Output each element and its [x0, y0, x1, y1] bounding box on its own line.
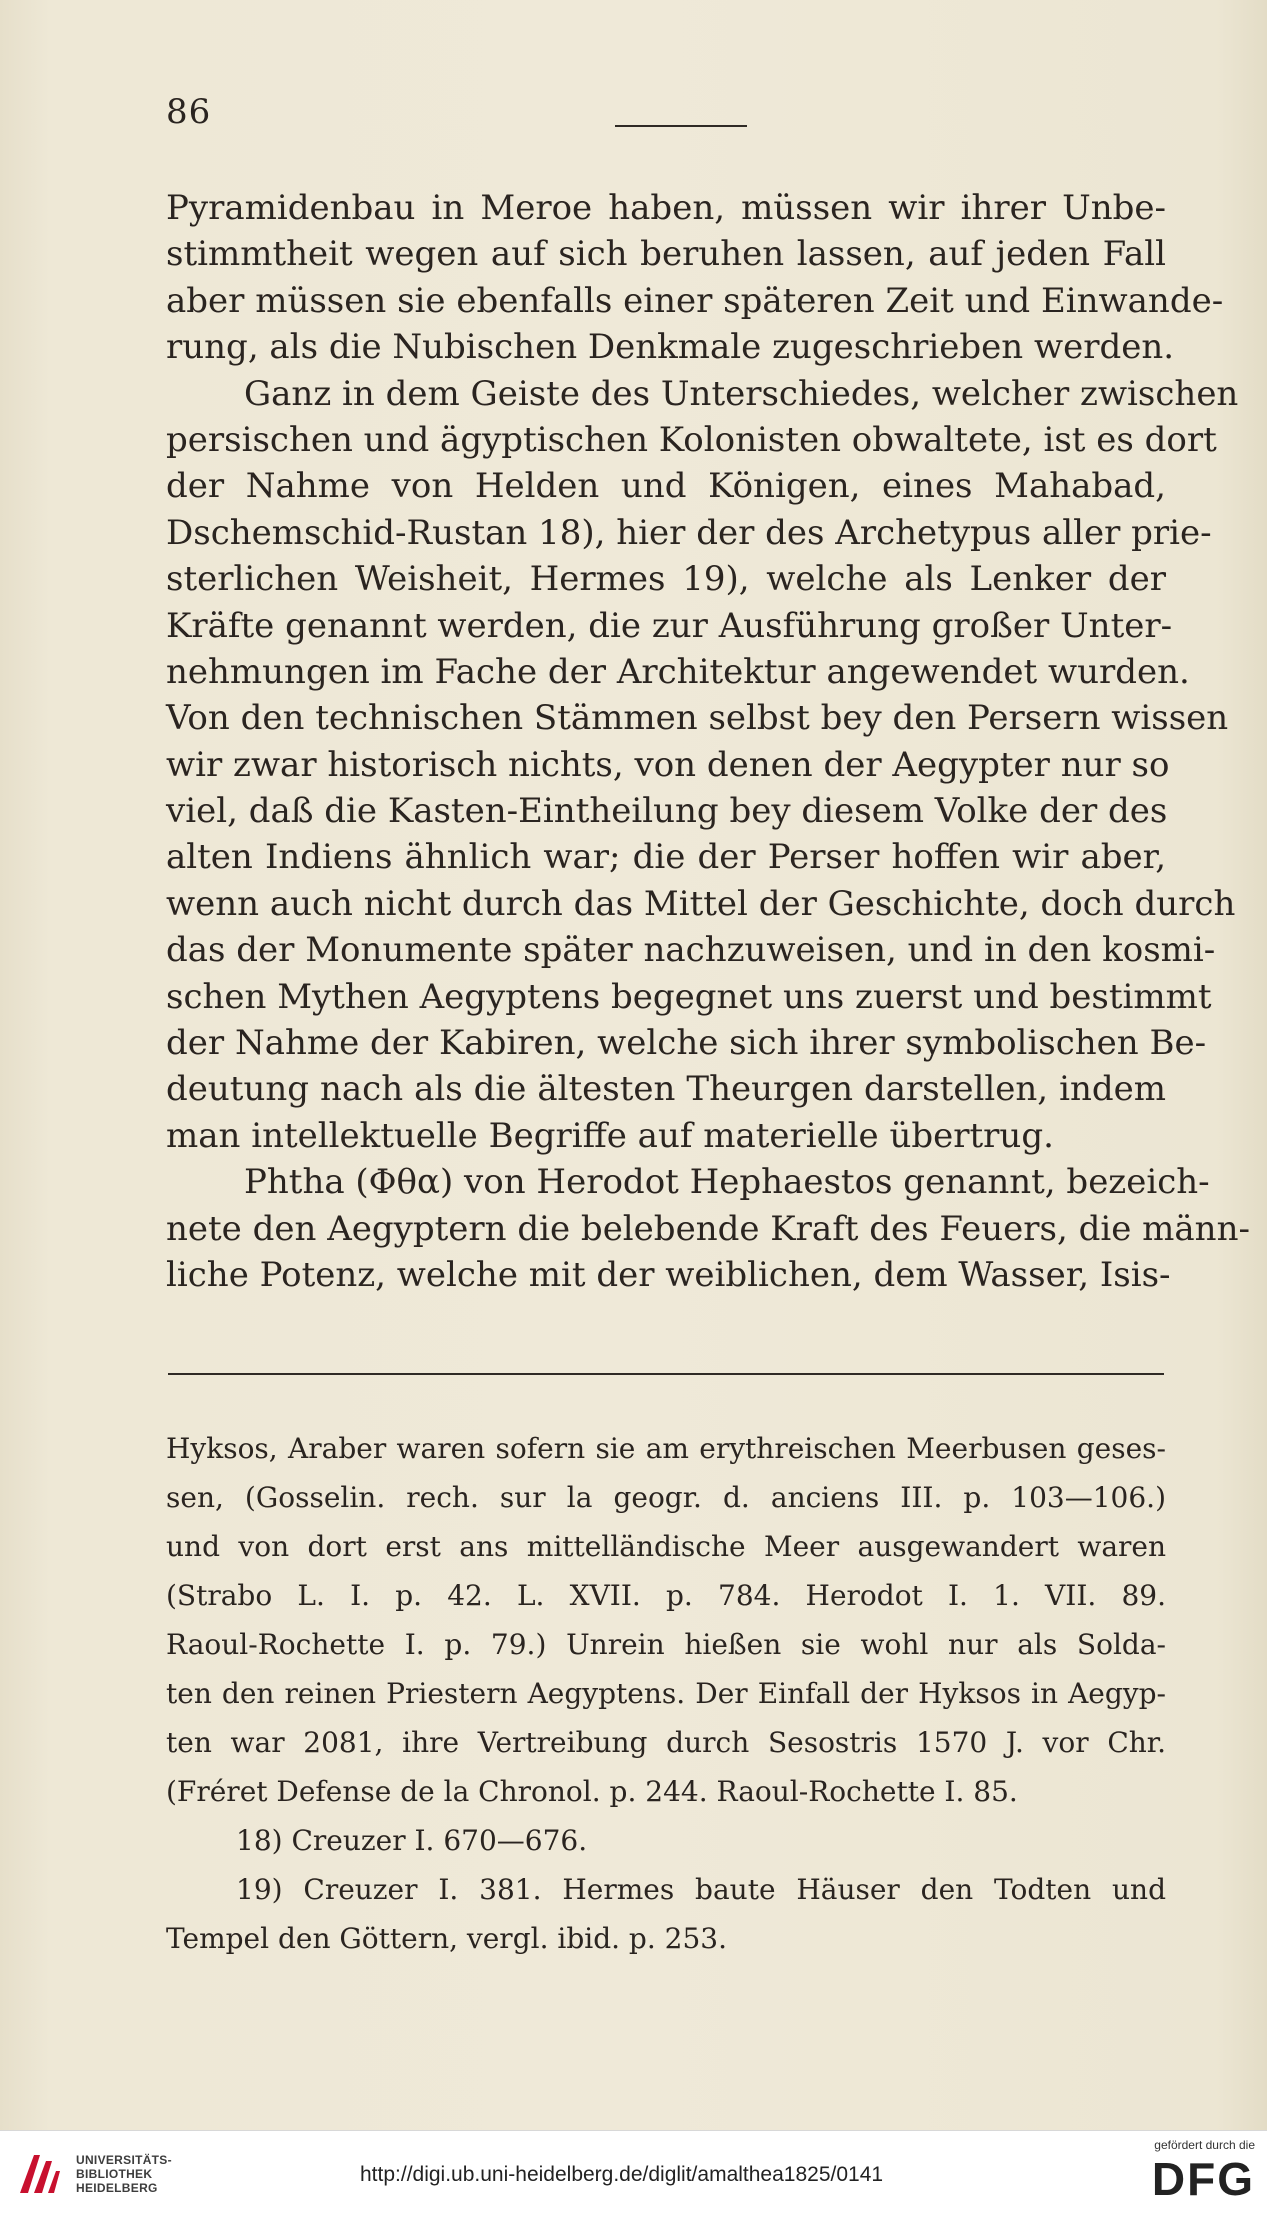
text-line: viel, daß die Kasten-Eintheilung bey diesem Volke der des: [166, 791, 1168, 832]
footnote-rule: [168, 1373, 1164, 1375]
footnote-line: (Fréret Defense de la Chronol. p. 244. Raoul-Rochette I. 85.: [166, 1775, 1018, 1808]
footnotes: [166, 1424, 1166, 1963]
text-line: alten Indiens ähnlich war; die der Perser hoffen wir aber,: [166, 837, 1166, 878]
footnote-line: 19) Creuzer I. 381. Hermes baute Häuser den Todten und: [236, 1873, 1166, 1906]
university-library-logo-icon: [14, 2149, 64, 2199]
header-rule: [615, 125, 747, 127]
permalink-url[interactable]: http://digi.ub.uni-heidelberg.de/diglit/amalthea1825/0141: [360, 2163, 884, 2186]
main-text: [166, 185, 1250, 1298]
text-line: rung, als die Nubischen Denkmale zugeschrieben werden.: [166, 327, 1175, 368]
dfg-logo: DFG: [1151, 2153, 1255, 2205]
text-line: nete den Aegyptern die belebende Kraft des Feuers, die männ-: [166, 1208, 1250, 1249]
text-line: man intellektuelle Begriffe auf materielle übertrug.: [166, 1115, 1054, 1156]
text-line: sterlichen Weisheit, Hermes 19), welche als Lenker der: [166, 559, 1166, 600]
funding-caption: gefördert durch die: [1154, 2138, 1255, 2152]
text-line: Phtha (Φθα) von Herodot Hephaestos genannt, bezeich-: [244, 1162, 1210, 1203]
text-line: deutung nach als die ältesten Theurgen darstellen, indem: [166, 1069, 1166, 1110]
text-line: aber müssen sie ebenfalls einer späteren Zeit und Einwande-: [166, 280, 1224, 321]
text-line: das der Monumente später nachzuweisen, und in den kosmi-: [166, 930, 1216, 971]
text-line: Pyramidenbau in Meroe haben, müssen wir ihrer Unbe-: [166, 188, 1166, 228]
footnote-line: 18) Creuzer I. 670—676.: [236, 1824, 588, 1857]
funding-block[interactable]: [1152, 2137, 1255, 2205]
text-line: nehmungen im Fache der Architektur angewendet wurden.: [166, 651, 1190, 692]
text-line: Von den technischen Stämmen selbst bey den Persern wissen: [166, 698, 1229, 739]
footnote-line: (Strabo L. I. p. 42. L. XVII. p. 784. Herodot I. 1. VII. 89.: [166, 1579, 1166, 1612]
footnote-line: und von dort erst ans mittelländische Meer ausgewandert waren: [166, 1530, 1166, 1563]
footer-bar: [0, 2130, 1267, 2223]
text-line: liche Potenz, welche mit der weiblichen, dem Wasser, Isis-: [166, 1254, 1171, 1295]
library-name: UNIVERSITÄTS- BIBLIOTHEK HEIDELBERG: [76, 2153, 172, 2195]
text-line: wenn auch nicht durch das Mittel der Geschichte, doch durch: [166, 883, 1236, 924]
footnote-line: Raoul-Rochette I. p. 79.) Unrein hießen sie wohl nur als Solda-: [166, 1628, 1166, 1661]
text-line: wir zwar historisch nichts, von denen der Aegypter nur so: [166, 744, 1170, 785]
footnote-line: Tempel den Göttern, vergl. ibid. p. 253.: [166, 1922, 727, 1955]
text-line: Kräfte genannt werden, die zur Ausführung großer Unter-: [166, 605, 1173, 646]
text-line: der Nahme von Helden und Königen, eines Mahabad,: [166, 466, 1166, 507]
text-line: persischen und ägyptischen Kolonisten obwaltete, ist es dort: [166, 419, 1217, 460]
footnote-line: ten war 2081, ihre Vertreibung durch Sesostris 1570 J. vor Chr.: [166, 1726, 1166, 1759]
library-logo[interactable]: [14, 2149, 172, 2199]
text-line: stimmtheit wegen auf sich beruhen lassen, auf jeden Fall: [166, 234, 1166, 275]
footnote-line: ten den reinen Priestern Aegyptens. Der Einfall der Hyksos in Aegyp-: [166, 1677, 1166, 1710]
text-line: Dschemschid-Rustan 18), hier der des Archetypus aller prie-: [166, 512, 1212, 553]
text-line: Ganz in dem Geiste des Unterschiedes, welcher zwischen: [244, 373, 1239, 414]
footnote-line: sen, (Gosselin. rech. sur la geogr. d. anciens III. p. 103—106.): [166, 1481, 1166, 1514]
page-number: 86: [166, 92, 212, 132]
text-line: der Nahme der Kabiren, welche sich ihrer symbolischen Be-: [166, 1023, 1207, 1064]
footnote-line: Hyksos, Araber waren sofern sie am erythreischen Meerbusen geses-: [166, 1432, 1166, 1465]
text-line: schen Mythen Aegyptens begegnet uns zuerst und bestimmt: [166, 976, 1212, 1017]
